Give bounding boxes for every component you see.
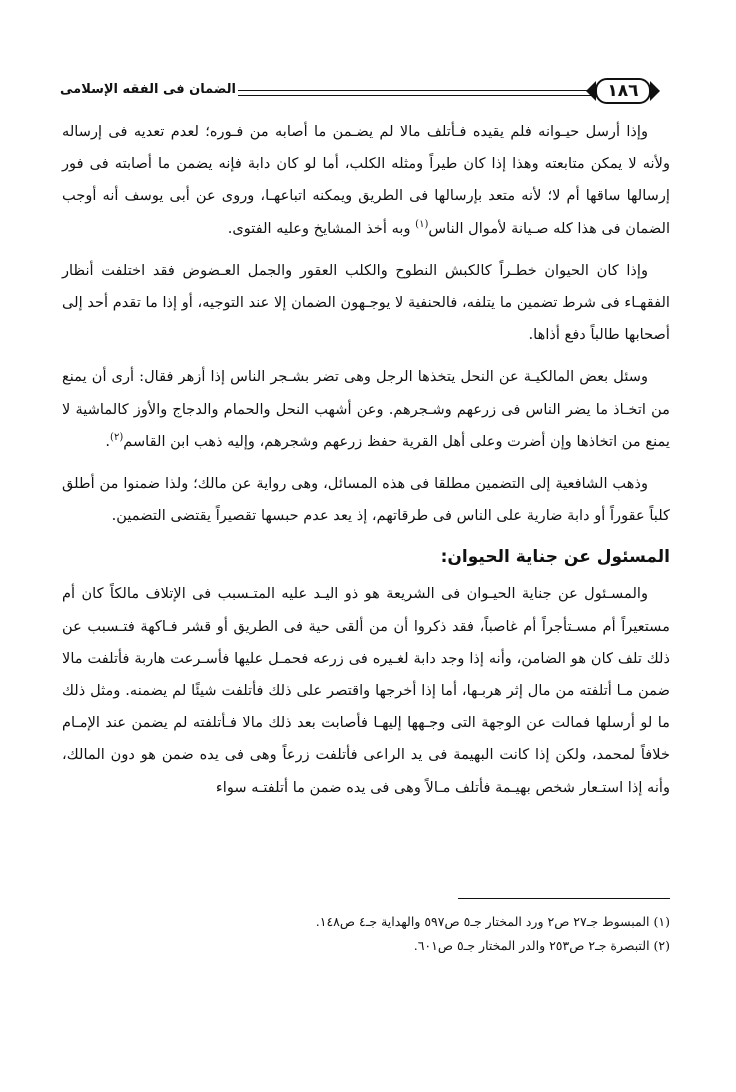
page-number-badge <box>586 78 660 104</box>
header-rule <box>238 90 630 96</box>
paragraph <box>62 361 670 458</box>
paragraph <box>62 578 670 803</box>
paragraph-text: وإذا أرسل حيـوانه فلم يقيده فـأتلف مالا لم يضـمن ما أصابه من فـوره؛ لعدم تعديه فى إرساله ولأنه لا يمكن متابعته وهذا إذا كان طيراً ومثله الكلب، أما لو كان دابة فإنه يضمن ما أصابته فى فور إرسالها ساقها أم لا؛ لأنه متعد بإرسالها فى الطريق ويمكنه اتباعهـا، وروى عن أبى يوسف أنه أوجب الضمان فى هذا كله صـيانة لأموال الناس <box>62 123 670 237</box>
footnote-rule <box>458 898 670 899</box>
footnote: (١) المبسوط جـ٢٧ ص٢ ورد المختار جـ٥ ص٥٩٧ والهداية جـ٤ ص١٤٨. <box>315 914 670 929</box>
footnote-ref: (١) <box>415 218 429 230</box>
paragraph-text: والمسـئول عن جناية الحيـوان فى الشريعة هو ذو اليـد عليه المتـسبب فى الإتلاف مالكاً كان أم مستعيراً أم مسـتأجراً أم غاصباً، فقد ذكروا أن من ألقى حية فى الطريق أو قشر فـاكهة فتـسبب عن ذلك تلف كان هو الضامن، وأنه إذا وجد دابة لغـيره فى زرعه فحمـل عليها فأسـرعت هاربة فأتلفت مالا ضمن مـا أتلفته من مال إثر هربـها، أما إذا أخرجها واقتصر على ذلك فأتلفت شيئًا لم يضمنه. ومثل ذلك ما لو أرسلها فمالت عن الوجهة التى وجـهها إليهـا فأصابت بعد ذلك مالا فـأتلفته لم يضمن عند الإمـام خلافاً لمحمد، ولكن إذا كانت البهيمة فى يد الراعى فأتلفت زرعاً وهى فى يده ضمن هو دون المالك، وأنه إذا استـعار شخص بهيـمة فأتلف مـالاً وهى فى يده ضمن ما أتلفتـه سواء <box>62 585 670 796</box>
paragraph-text: وذهب الشافعية إلى التضمين مطلقا فى هذه المسائل، وهى رواية عن مالك؛ ولذا ضمنوا من أطلق كلباً عقوراً أو دابة ضارية على الناس فى طرقاتهم، إذ يعد عدم حبسها تقصيراً يقتضى التضمين. <box>62 475 670 525</box>
page-number: ١٨٦ <box>607 81 639 101</box>
footnotes <box>62 910 670 958</box>
paragraph-text: وسئل بعض المالكيـة عن النحل يتخذها الرجل وهى تضر بشـجر الناس إذا أزهر فقال: أرى أن يمنع من اتخـاذ ما يضر الناس فى زرعهم وشـجرهم. وعن أشهب النحل والحمام والدجاج والأوز كالماشية لا يمنع من اتخاذها وإن أضرت وعلى أهل القرية حفظ زرعهم وشجرهم، وإليه ذهب ابن القاسم <box>62 368 670 450</box>
paragraph-tail: وبه أخذ المشايخ وعليه الفتوى. <box>227 219 416 237</box>
paragraph <box>62 468 670 532</box>
body-text <box>62 116 670 814</box>
paragraph-tail: . <box>105 432 111 450</box>
page-header <box>60 78 660 110</box>
section-heading: المسئول عن جناية الحيوان: <box>440 547 670 568</box>
footnote: (٢) التبصرة جـ٢ ص٢٥٣ والدر المختار جـ٥ ص٦٠١. <box>413 938 670 953</box>
paragraph <box>62 116 670 245</box>
running-title: الضمان فى الفقه الإسلامى <box>60 82 237 97</box>
paragraph <box>62 255 670 352</box>
footnote-ref: (٢) <box>110 431 124 443</box>
paragraph-text: وإذا كان الحيوان خطـراً كالكبش النطوح والكلب العقور والجمل العـضوض فقد اختلفت أنظار الفقهـاء فى شرط تضمين ما يتلفه، فالحنفية لا يوجـهون الضمان إلا عند التوجيه، أو إذا ما تقدم أحد إلى أصحابها طالباً دفع أذاها. <box>62 261 670 344</box>
